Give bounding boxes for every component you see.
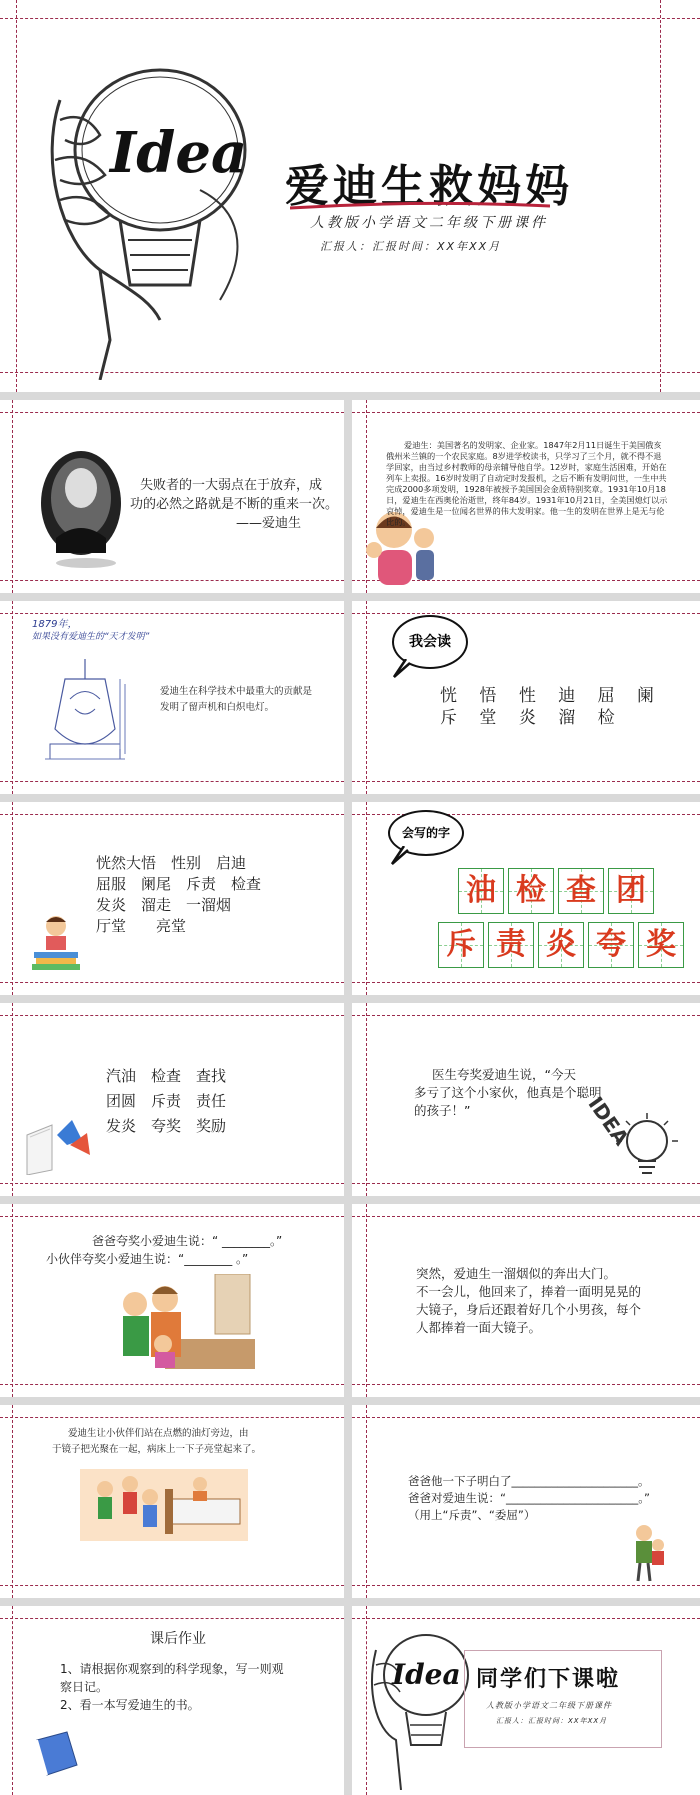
slide-father-understands	[352, 1405, 700, 1598]
char-cell: 炎	[538, 922, 584, 968]
char-cell: 斥	[438, 922, 484, 968]
note-year: 1879年，	[32, 619, 78, 630]
fill-line-1: 爸爸夸奖小爱迪生说：“ ________。”	[92, 1234, 283, 1248]
char: 恍	[440, 686, 457, 706]
idea-bulb-sketch	[612, 1111, 682, 1181]
note-text: 如果没有爱迪生的“天才发明”	[32, 632, 150, 642]
quote-line-1: 失败者的一大弱点在于放弃，成	[140, 478, 323, 493]
char-cell: 团	[608, 868, 654, 914]
char-cell: 奖	[638, 922, 684, 968]
blue-book-illustration	[32, 1730, 82, 1780]
word-line-3: 发炎 溜走 一溜烟	[96, 896, 232, 914]
word2-line-1: 汽油 检查 查找	[106, 1067, 227, 1085]
cover-reporter: 汇报人：汇报时间：XX年XX月	[320, 240, 502, 253]
bubble-label: 我会读	[409, 634, 451, 650]
invention-line-1: 爱迪生在科学技术中最重大的贡献是	[160, 686, 313, 697]
idea-text: IDEA	[583, 1092, 634, 1150]
slide-quote	[0, 400, 344, 593]
char: 检	[597, 708, 615, 728]
bubble-tail	[392, 659, 412, 679]
char: 阑	[637, 686, 655, 706]
slide-father-praise	[0, 1204, 344, 1397]
edison-portrait	[36, 448, 126, 568]
child-reading-books-illustration	[28, 912, 84, 972]
lamp-line-1: 爱迪生让小伙伴们站在点燃的油灯旁边，由	[68, 1428, 249, 1439]
understand-hint: （用上“斥责”、“委屈”）	[408, 1508, 536, 1522]
word2-line-2: 团圆 斥责 责任	[106, 1092, 227, 1110]
writing-row-2	[438, 922, 688, 968]
mirror-line-4: 人都捧着一面大镜子。	[416, 1320, 542, 1335]
mirror-line-2: 不一会儿，他回来了，捧着一面明晃晃的	[416, 1284, 642, 1299]
char-cell: 查	[558, 868, 604, 914]
understand-line-2: 爸爸对爱迪生说：“_______________________。”	[408, 1491, 650, 1505]
word2-line-3: 发炎 夸奖 奖励	[106, 1117, 227, 1135]
slide-words-2	[0, 1003, 344, 1196]
praise-line-2: 多亏了这个小家伙，他真是个聪明	[414, 1085, 602, 1100]
ending-reporter: 汇报人：汇报时间：XX年XX月	[496, 1717, 608, 1725]
homework-item-1b: 察日记。	[60, 1680, 109, 1694]
praise-line-3: 的孩子！”	[414, 1103, 471, 1118]
family-scene-illustration	[105, 1274, 255, 1374]
father-child-illustration	[628, 1523, 668, 1583]
slide-writing	[352, 802, 700, 995]
char: 性	[518, 686, 536, 706]
praise-line-1: 医生夸奖爱迪生说，“今天	[432, 1067, 576, 1082]
cover-subtitle: 人教版小学语文二年级下册课件	[310, 215, 548, 231]
ending-idea-word: Idea	[392, 1658, 461, 1691]
quote-line-2: 功的必然之路就是不断的重来一次。	[130, 497, 339, 512]
writing-row-1	[458, 868, 658, 914]
invention-line-2: 发明了留声机和白炽电灯。	[160, 702, 275, 713]
slide-bio	[352, 400, 700, 593]
mirror-line-3: 大镜子，身后还跟着好几个小男孩，每个	[416, 1302, 642, 1317]
char-cell: 夸	[588, 922, 634, 968]
lamp-line-2: 于镜子把光聚在一起，病床上一下子亮堂起来了。	[52, 1444, 262, 1455]
mirror-scene-illustration	[80, 1469, 248, 1541]
slide-cover	[0, 0, 700, 392]
mirror-line-1: 突然，爱迪生一溜烟似的奔出大门。	[416, 1266, 617, 1281]
char: 炎	[518, 708, 536, 728]
cover-title: 爱迪生救妈妈	[285, 161, 573, 212]
bubble-label: 会写的字	[401, 826, 450, 840]
slide-reading	[352, 601, 700, 794]
word-line-4: 厅堂 亮堂	[96, 917, 187, 935]
slide-words-1	[0, 802, 344, 995]
slide-invention	[0, 601, 344, 794]
lightbulb-hand-illustration	[40, 40, 290, 380]
idea-word: Idea	[110, 120, 248, 186]
char: 迪	[558, 686, 576, 706]
fill-line-2: 小伙伴夸奖小爱迪生说：“________ 。”	[46, 1252, 249, 1266]
char-cell: 油	[458, 868, 504, 914]
homework-item-1a: 1、请根据你观察到的科学现象，写一则观	[60, 1662, 284, 1676]
slide-doctor-praise	[352, 1003, 700, 1196]
char: 斥	[440, 708, 457, 728]
quote-author: ——爱迪生	[236, 516, 302, 531]
word-line-2: 屈服 阑尾 斥责 检查	[96, 875, 262, 893]
char: 堂	[479, 708, 497, 728]
char: 悟	[479, 686, 497, 706]
homework-item-2: 2、看一本写爱迪生的书。	[60, 1698, 200, 1712]
homework-title: 课后作业	[150, 1631, 206, 1647]
understand-line-1: 爸爸他一下子明白了______________________。	[408, 1474, 650, 1488]
bio-text: 爱迪生：美国著名的发明家、企业家。1847年2月11日诞生于美国俄亥俄州米兰镇的一个农民家庭。8岁进学校读书，只学习了三个月，就不得不退学回家，由当过乡村教师的母亲辅导他自学。12岁时，家庭生活困难，开始在列车上卖报。16岁时发明了自动定时发报机，之后不断有发明问世，一生中共完成2000多项发明，1928年被授予美国国会金质特别奖章。1931年10月18日，爱迪生在西奥伦治逝世，终年84岁。1931年10月21日，全美国熄灯以示哀悼，爱迪生是一位闻名世界的伟大发明家。他一生的发明在世界上是无与伦比的。	[386, 440, 668, 527]
char-cell: 责	[488, 922, 534, 968]
lightbulb-hand-small	[366, 1620, 476, 1790]
slide-mirrors	[352, 1204, 700, 1397]
bubble-tail	[390, 846, 410, 866]
char: 溜	[558, 708, 576, 728]
lamp-sketch-illustration	[30, 649, 140, 779]
slide-lamp-light	[0, 1405, 344, 1598]
ending-title: 同学们下课啦	[476, 1666, 621, 1692]
char: 屈	[597, 686, 615, 706]
open-book-illustration	[22, 1115, 92, 1175]
char-cell: 检	[508, 868, 554, 914]
slide-homework	[0, 1606, 344, 1795]
reading-row-2	[440, 703, 615, 728]
word-line-1: 恍然大悟 性别 启迪	[96, 854, 247, 872]
ending-subtitle: 人教版小学语文二年级下册课件	[486, 1701, 612, 1710]
slide-ending	[352, 1606, 700, 1795]
